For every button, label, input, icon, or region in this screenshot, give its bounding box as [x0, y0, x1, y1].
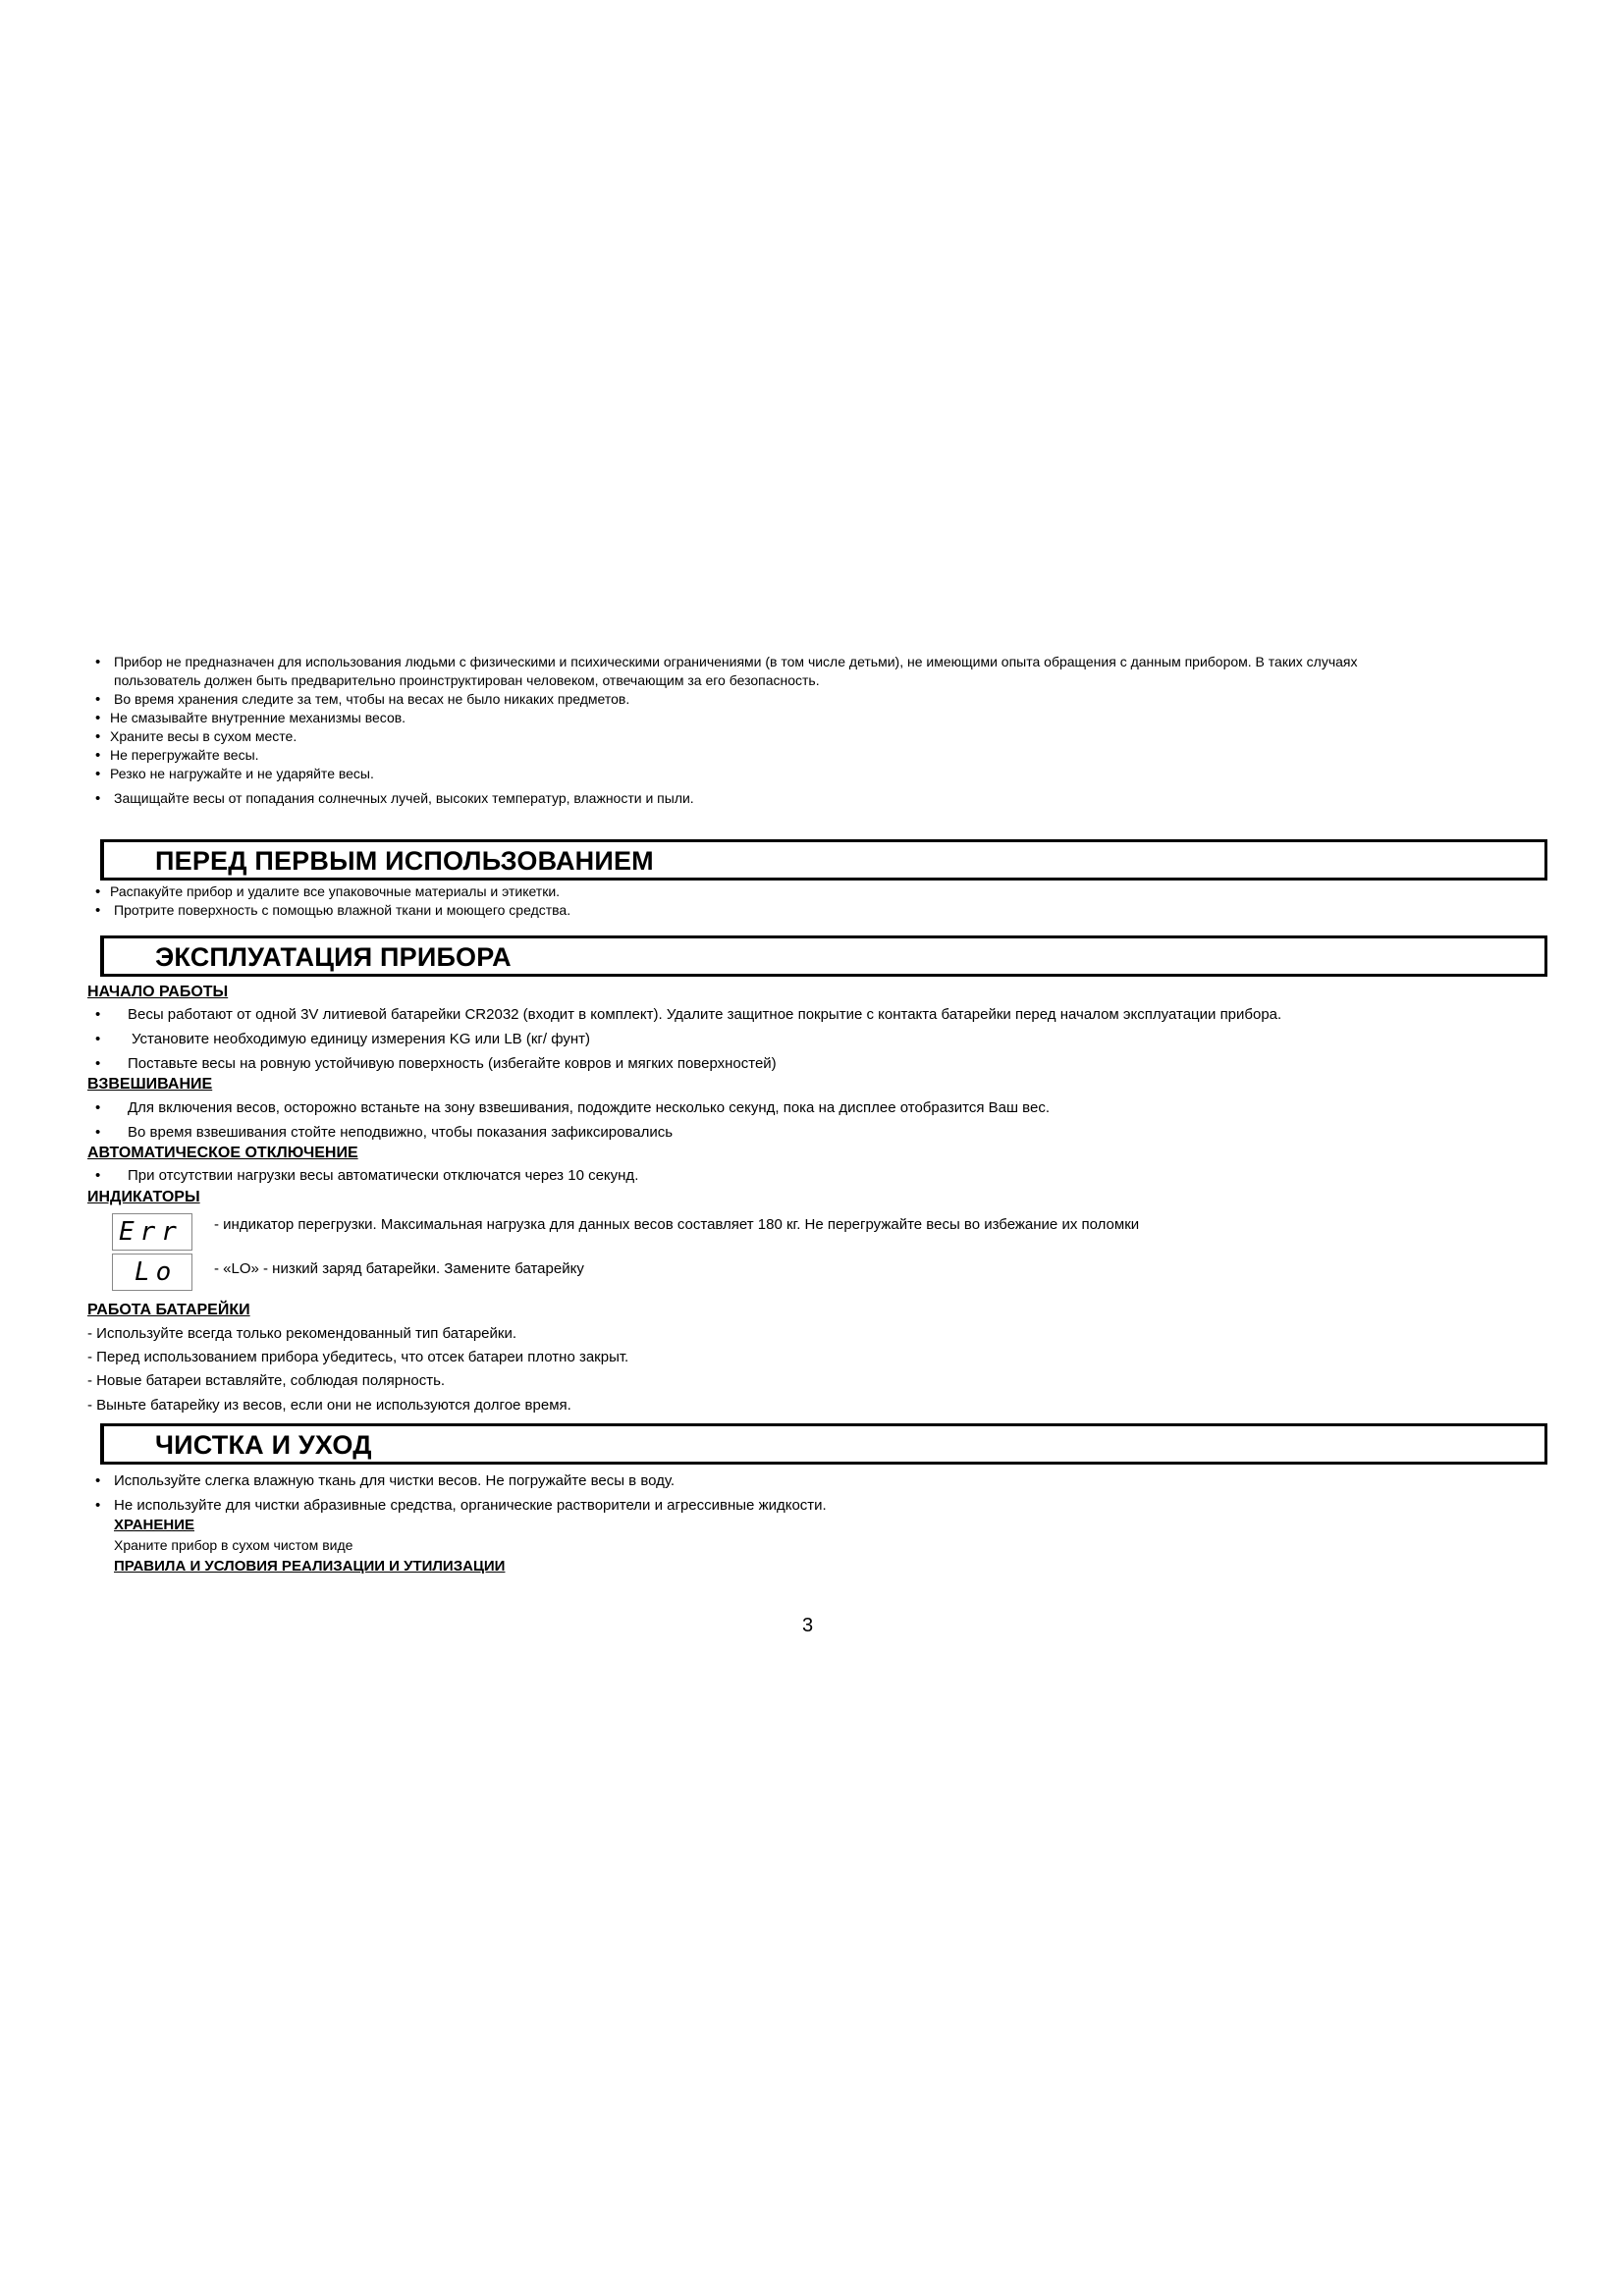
bullet: • — [95, 790, 101, 807]
subheading-weighing: ВЗВЕШИВАНИЕ — [87, 1076, 213, 1093]
bullet: • — [95, 728, 101, 745]
safety-item: Прибор не предназначен для использования людьми с физическими и психическими ограничениями (в том числе детьми), не имеющими опыта обращения с данным прибором. В таких случаях — [114, 654, 1358, 669]
bullet: • — [95, 654, 101, 670]
bullet: • — [95, 1099, 101, 1116]
before-use-item: Протрите поверхность с помощью влажной ткани и моющего средства. — [114, 902, 571, 918]
bullet: • — [95, 747, 101, 764]
bullet: • — [95, 1031, 101, 1047]
subheading-auto-off: АВТОМАТИЧЕСКОЕ ОТКЛЮЧЕНИЕ — [87, 1145, 358, 1161]
safety-item: Во время хранения следите за тем, чтобы на весах не было никаких предметов. — [114, 691, 630, 707]
bullet: • — [95, 1167, 101, 1184]
start-item: Поставьте весы на ровную устойчивую поверхность (избегайте ковров и мягких поверхностей) — [128, 1055, 777, 1072]
battery-item: - Используйте всегда только рекомендованный тип батарейки. — [87, 1325, 517, 1342]
section-title: ЭКСПЛУАТАЦИЯ ПРИБОРА — [155, 942, 512, 972]
start-item: Весы работают от одной 3V литиевой батарейки CR2032 (входит в комплект). Удалите защитное покрытие с контакта батарейки перед началом эксплуатации прибора. — [128, 1006, 1282, 1023]
bullet: • — [95, 1472, 101, 1489]
battery-item: - Перед использованием прибора убедитесь, что отсек батареи плотно закрыт. — [87, 1349, 629, 1365]
section-header-operation — [100, 935, 1547, 977]
safety-item: Храните весы в сухом месте. — [110, 728, 298, 744]
bullet: • — [95, 1006, 101, 1023]
section-header-before-use — [100, 839, 1547, 881]
weighing-item: Для включения весов, осторожно встаньте на зону взвешивания, подождите несколько секунд, пока на дисплее отобразится Ваш вес. — [128, 1099, 1050, 1116]
lcd-err-text: Err — [119, 1217, 183, 1247]
safety-item: Не смазывайте внутренние механизмы весов. — [110, 710, 406, 725]
bullet: • — [95, 1497, 101, 1514]
battery-item: - Новые батареи вставляйте, соблюдая полярность. — [87, 1372, 446, 1389]
safety-item: Не перегружайте весы. — [110, 747, 259, 763]
bullet: • — [95, 766, 101, 782]
storage-text: Храните прибор в сухом чистом виде — [114, 1537, 353, 1553]
bullet: • — [95, 1124, 101, 1141]
page-number: 3 — [802, 1615, 814, 1636]
subheading-start: НАЧАЛО РАБОТЫ — [87, 984, 229, 1000]
start-item: Установите необходимую единицу измерения KG или LB (кг/ фунт) — [132, 1031, 591, 1047]
subheading-indicators: ИНДИКАТОРЫ — [87, 1189, 200, 1205]
lcd-lo-display — [112, 1254, 192, 1291]
section-header-cleaning — [100, 1423, 1547, 1465]
subheading-battery: РАБОТА БАТАРЕЙКИ — [87, 1302, 250, 1318]
battery-item: - Выньте батарейку из весов, если они не используются долгое время. — [87, 1397, 571, 1414]
indicator-lo-text: - «LO» - низкий заряд батарейки. Замените батарейку — [214, 1260, 584, 1277]
bullet: • — [95, 691, 101, 708]
bullet: • — [95, 710, 101, 726]
safety-item: пользователь должен быть предварительно проинструктирован человеком, отвечающим за его безопасность. — [114, 672, 820, 688]
subheading-disposal: ПРАВИЛА И УСЛОВИЯ РЕАЛИЗАЦИИ И УТИЛИЗАЦИИ — [114, 1558, 506, 1575]
section-title: ПЕРЕД ПЕРВЫМ ИСПОЛЬЗОВАНИЕМ — [155, 846, 654, 876]
subheading-storage: ХРАНЕНИЕ — [114, 1517, 194, 1533]
safety-item: Защищайте весы от попадания солнечных лучей, высоких температур, влажности и пыли. — [114, 790, 694, 806]
section-title: ЧИСТКА И УХОД — [155, 1430, 372, 1460]
lcd-err-display — [112, 1213, 192, 1251]
before-use-item: Распакуйте прибор и удалите все упаковочные материалы и этикетки. — [110, 883, 561, 899]
lcd-lo-text: Lo — [135, 1257, 178, 1287]
weighing-item: Во время взвешивания стойте неподвижно, чтобы показания зафиксировались — [128, 1124, 674, 1141]
safety-item: Резко не нагружайте и не ударяйте весы. — [110, 766, 374, 781]
bullet: • — [95, 902, 101, 919]
cleaning-item: Не используйте для чистки абразивные средства, органические растворители и агрессивные жидкости. — [114, 1497, 827, 1514]
bullet: • — [95, 1055, 101, 1072]
indicator-err-text: - индикатор перегрузки. Максимальная нагрузка для данных весов составляет 180 кг. Не перегружайте весы во избежание их поломки — [214, 1216, 1140, 1233]
auto-off-item: При отсутствии нагрузки весы автоматически отключатся через 10 секунд. — [128, 1167, 639, 1184]
bullet: • — [95, 883, 101, 900]
cleaning-item: Используйте слегка влажную ткань для чистки весов. Не погружайте весы в воду. — [114, 1472, 676, 1489]
